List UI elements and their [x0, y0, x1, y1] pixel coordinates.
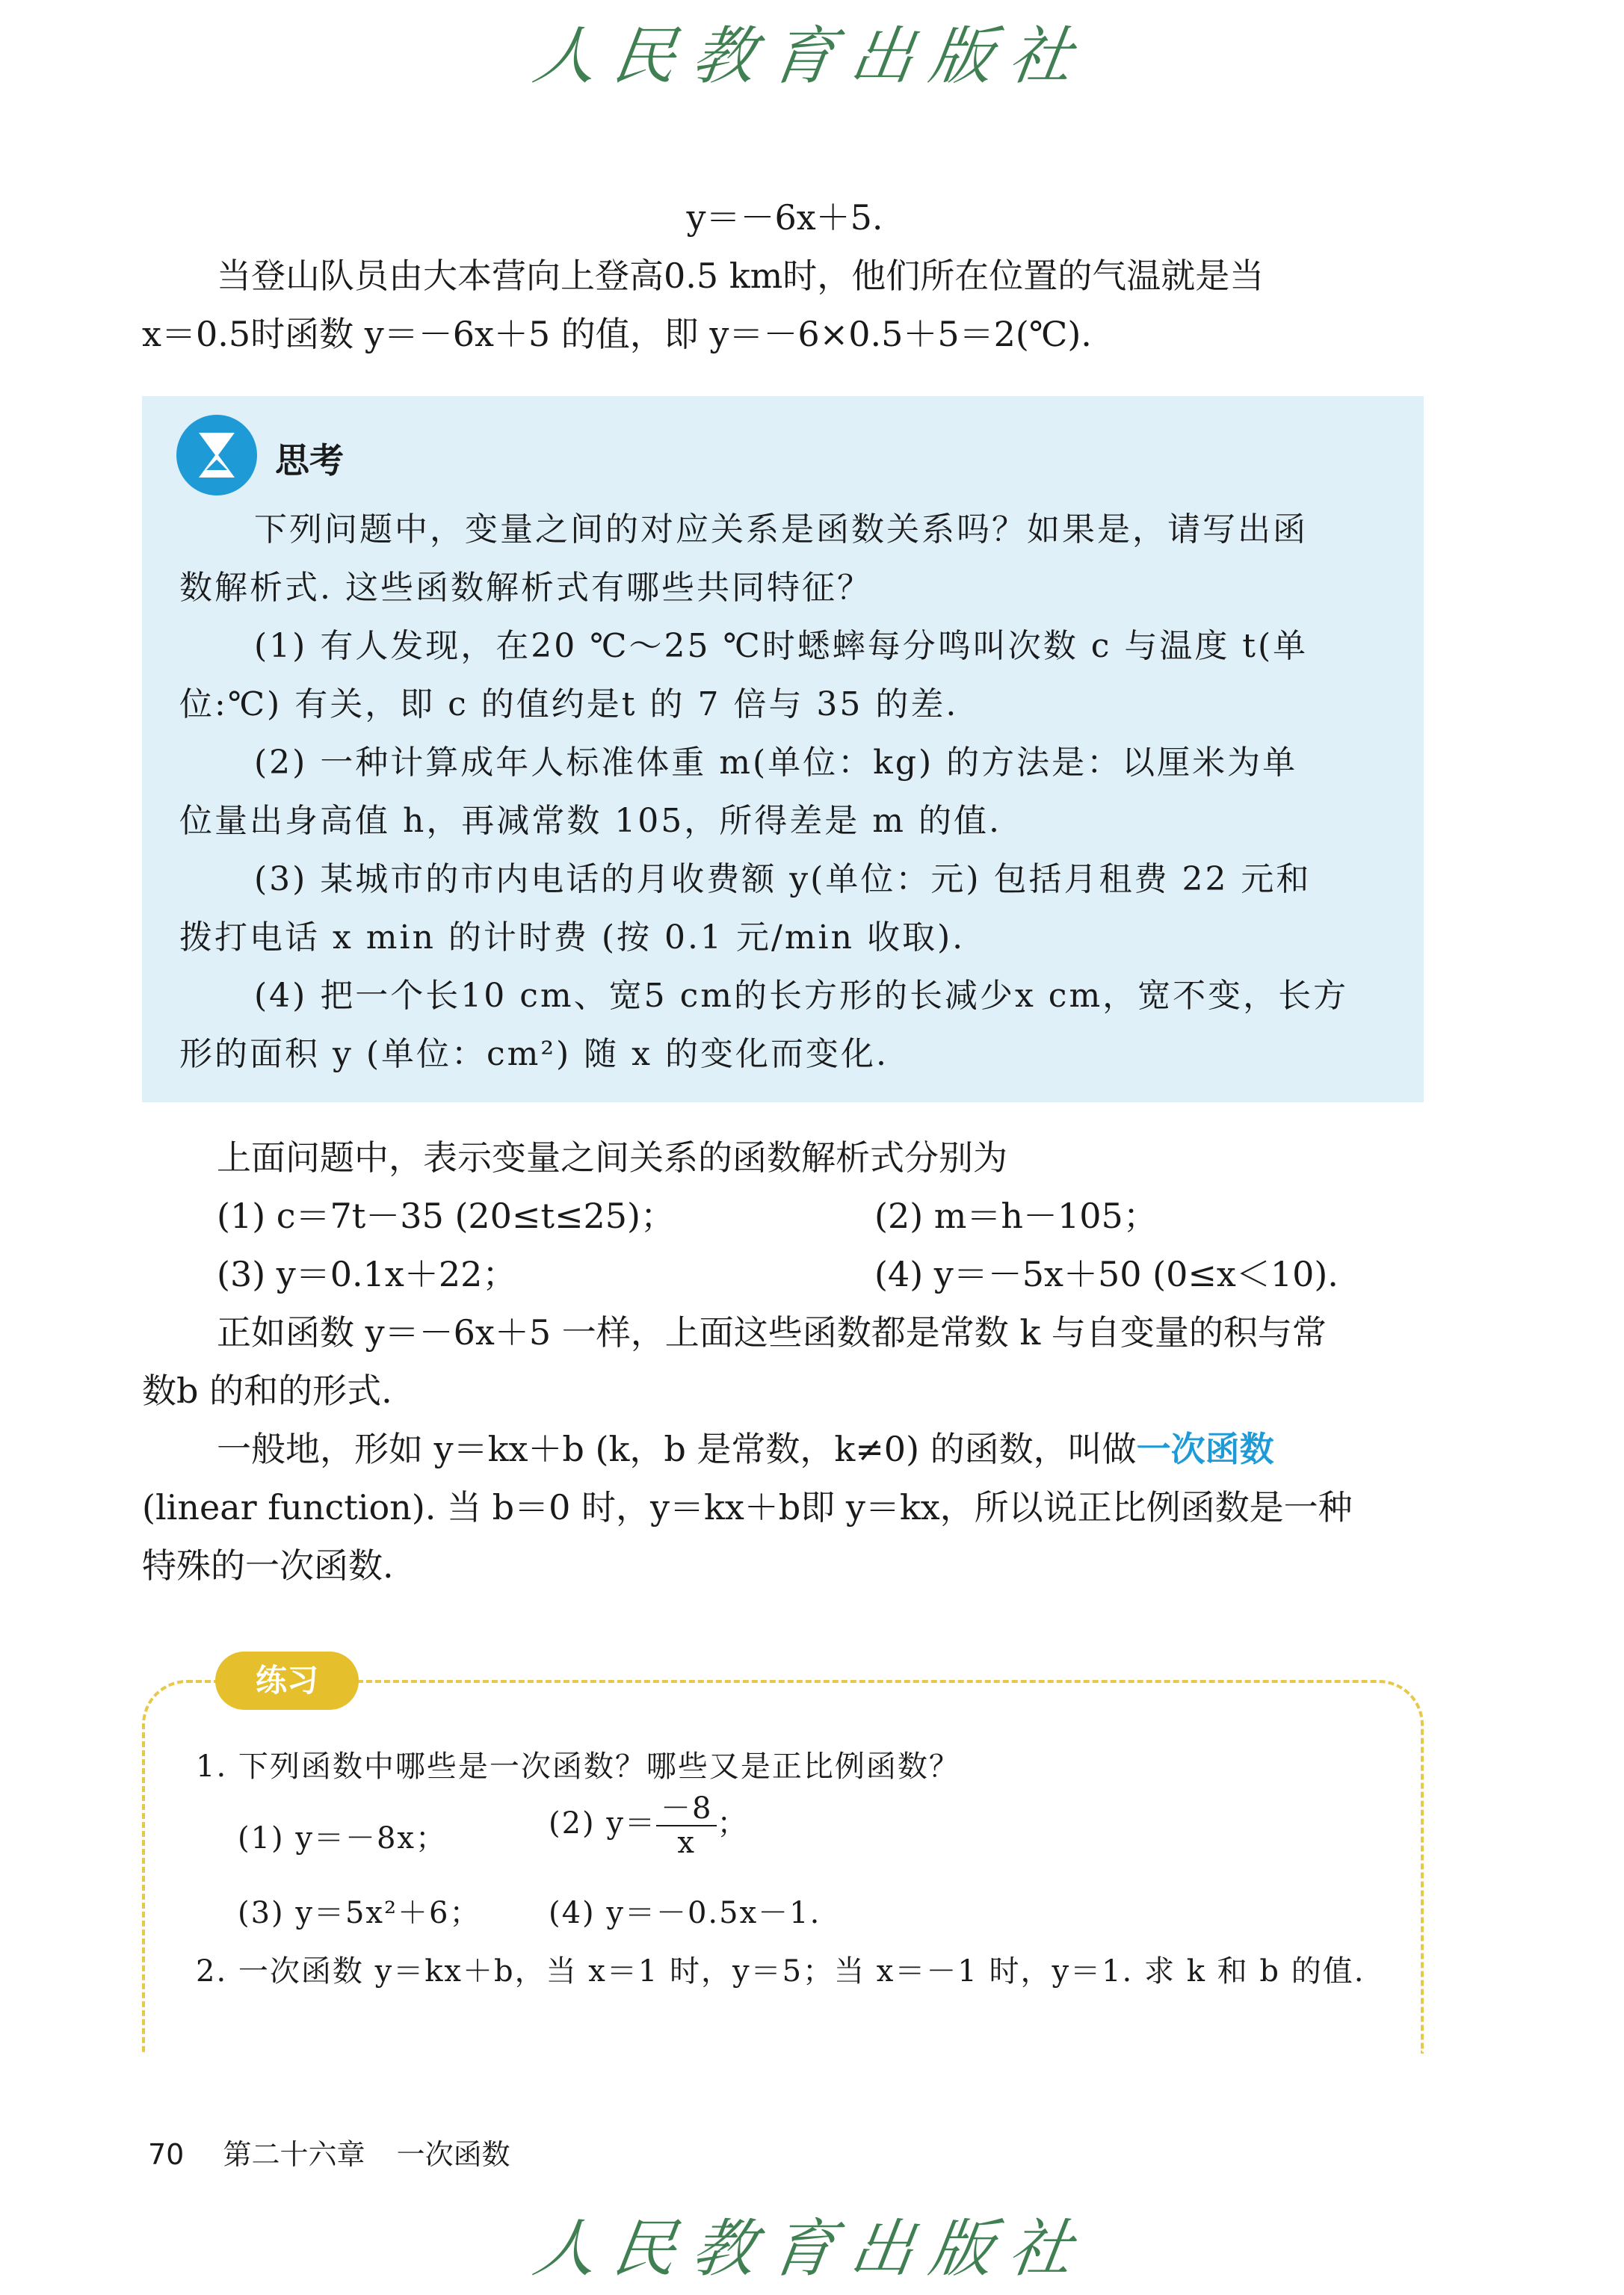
definition-line: 特殊的一次函数. [142, 1545, 394, 1586]
practice-item: (4) y＝－0.5x－1. [549, 1896, 821, 1930]
practice-item-text: ； [717, 1806, 749, 1841]
answers-intro: 上面问题中，表示变量之间关系的函数解析式分别为 [217, 1137, 1007, 1178]
publisher-watermark-top: 人民教育出版社 [528, 19, 1094, 93]
think-line: (3) 某城市的市内电话的月收费额 y(单位：元) 包括月租费 22 元和 [254, 860, 1312, 898]
page-number: 70 [148, 2138, 185, 2171]
fraction-numerator: －8 [656, 1792, 717, 1826]
practice-item-text: (2) y＝ [549, 1806, 656, 1841]
key-term: 一次函数 [1136, 1429, 1274, 1469]
definition-line [142, 1420, 1427, 1478]
think-line: (4) 把一个长10 cm、宽5 cm的长方形的长减少x cm，宽不变，长方 [254, 977, 1349, 1015]
chapter-label: 第二十六章 [223, 2138, 365, 2171]
chapter-title: 一次函数 [396, 2138, 510, 2171]
paragraph-line: x＝0.5时函数 y＝－6x＋5 的值，即 y＝－6×0.5＋5＝2(℃). [142, 314, 1092, 354]
practice-question: 1. 下列函数中哪些是一次函数？哪些又是正比例函数？ [196, 1749, 960, 1784]
answer-item: (3) y＝0.1x＋22； [217, 1254, 517, 1294]
equation-line: y＝－6x＋5. [686, 197, 883, 238]
think-line: (1) 有人发现，在20 ℃～25 ℃时蟋蟀每分鸣叫次数 c 与温度 t(单 [254, 627, 1309, 665]
think-line: 位:℃) 有关，即 c 的值约是t 的 7 倍与 35 的差. [179, 685, 959, 723]
practice-item: (3) y＝5x²＋6； [238, 1896, 481, 1930]
think-line: 形的面积 y (单位：cm²) 随 x 的变化而变化. [179, 1035, 889, 1073]
answer-item: (2) m＝h－105； [874, 1196, 1158, 1236]
definition-line: (linear function). 当 b＝0 时，y＝kx＋b即 y＝kx，所以说正比例函数是一种 [142, 1487, 1353, 1528]
practice-badge: 练习 [215, 1652, 359, 1710]
think-hourglass-icon [176, 415, 257, 495]
paragraph-line: 当登山队员由大本营向上登高0.5 km时，他们所在位置的气温就是当 [217, 256, 1265, 296]
paragraph-line: 正如函数 y＝－6x＋5 一样，上面这些函数都是常数 k 与自变量的积与常 [217, 1312, 1327, 1353]
page-footer [148, 2131, 510, 2172]
practice-question: 2. 一次函数 y＝kx＋b，当 x＝1 时，y＝5；当 x＝－1 时，y＝1. 求 k 和 b 的值. [196, 1954, 1365, 1989]
think-line: 位量出身高值 h，再减常数 105，所得差是 m 的值. [179, 802, 1001, 840]
definition-text: 一般地，形如 y＝kx＋b (k，b 是常数，k≠0) 的函数，叫做 [217, 1429, 1137, 1469]
fraction [656, 1792, 717, 1859]
think-title: 思考 [275, 440, 344, 481]
think-line: 数解析式. 这些函数解析式有哪些共同特征？ [179, 569, 872, 607]
think-line: 拨打电话 x min 的计时费 (按 0.1 元/min 收取). [179, 918, 966, 957]
practice-item [549, 1792, 748, 1859]
paragraph-line: 数b 的和的形式. [142, 1371, 392, 1411]
fraction-denominator: x [677, 1826, 696, 1860]
practice-item: (1) y＝－8x； [238, 1821, 447, 1856]
publisher-watermark-bottom: 人民教育出版社 [528, 2212, 1094, 2285]
think-line: (2) 一种计算成年人标准体重 m(单位：kg) 的方法是：以厘米为单 [254, 744, 1298, 782]
practice-box [142, 1680, 1424, 2054]
think-line: 下列问题中，变量之间的对应关系是函数关系吗？如果是，请写出函 [254, 510, 1308, 549]
answer-item: (1) c＝7t－35 (20≤t≤25)； [217, 1196, 675, 1236]
answer-item: (4) y＝－5x＋50 (0≤x＜10). [874, 1254, 1339, 1294]
